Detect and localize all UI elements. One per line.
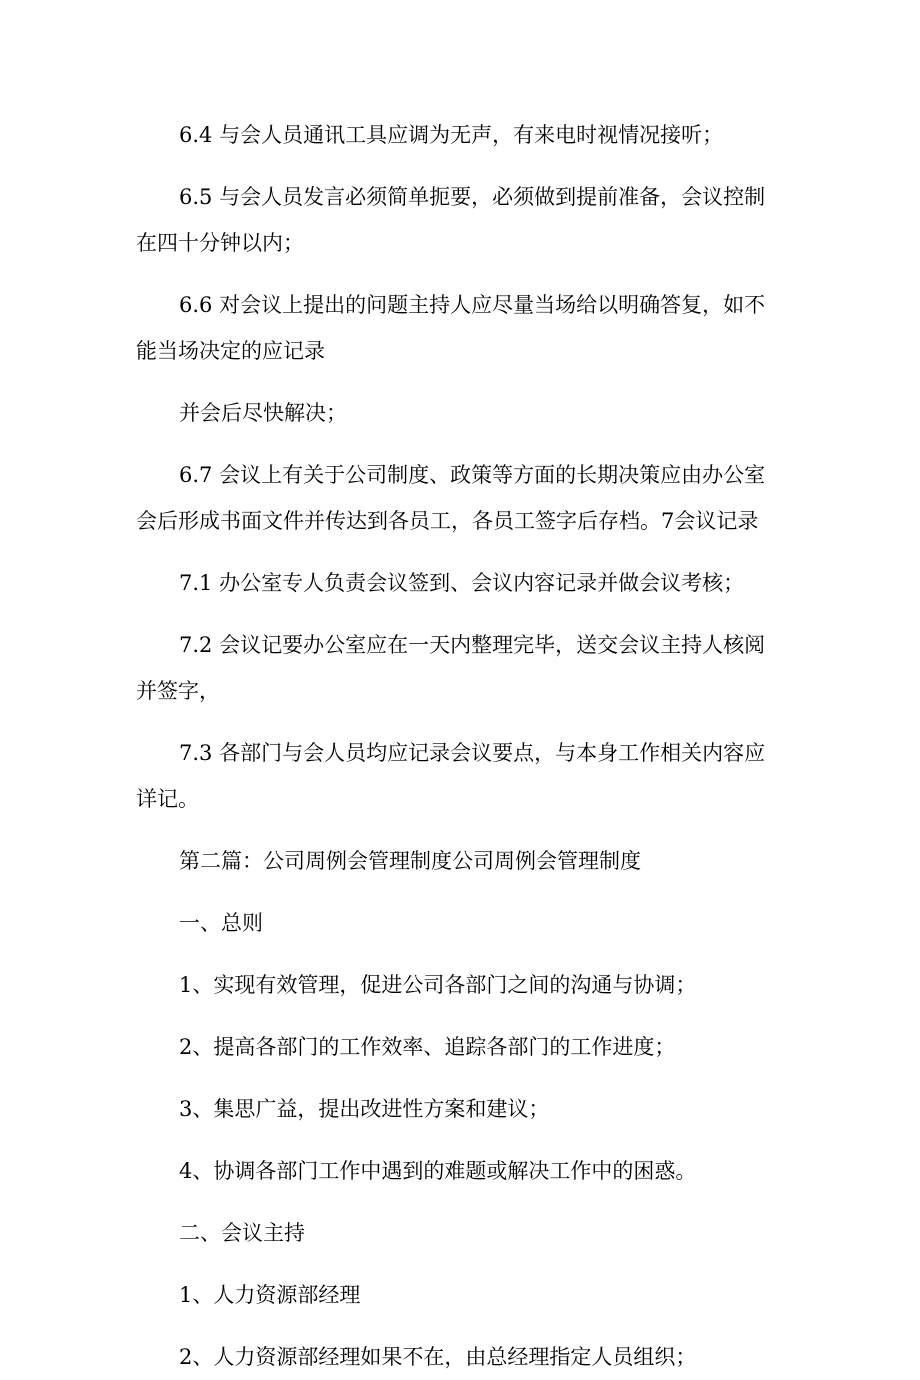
text-line: 会后形成书面文件并传达到各员工，各员工签字后存档。7会议记录: [136, 509, 759, 533]
paragraph-7-1: [136, 560, 786, 606]
section-title-part-two: [136, 838, 786, 884]
text-line: 并会后尽快解决；: [179, 401, 347, 425]
text-line: 2、提高各部门的工作效率、追踪各部门的工作进度；: [179, 1035, 676, 1059]
text-line: 一、总则: [179, 911, 263, 935]
heading-meeting-host: [136, 1210, 786, 1256]
text-line: 详记。: [136, 787, 199, 811]
text-line: 能当场决定的应记录: [136, 339, 325, 363]
text-line: 并签字，: [136, 679, 220, 703]
text-line: 1、实现有效管理，促进公司各部门之间的沟通与协调；: [179, 973, 697, 997]
document-body: [136, 112, 786, 1380]
paragraph-6-5: [136, 174, 786, 266]
paragraph-6-6: [136, 282, 786, 374]
text-line: 1、人力资源部经理: [179, 1283, 361, 1307]
paragraph-7-2: [136, 622, 786, 714]
list-item-4: [136, 1148, 786, 1194]
list-item-3: [136, 1086, 786, 1132]
paragraph-6-4: [136, 112, 786, 158]
text-line: 二、会议主持: [179, 1221, 305, 1245]
text-line: 4、协调各部门工作中遇到的难题或解决工作中的困惑。: [179, 1159, 697, 1183]
text-line: 6.7 会议上有关于公司制度、政策等方面的长期决策应由办公室: [179, 463, 766, 487]
text-line: 3、集思广益，提出改进性方案和建议；: [179, 1097, 550, 1121]
text-line: 第二篇：公司周例会管理制度公司周例会管理制度: [179, 849, 641, 873]
text-line: 6.4 与会人员通讯工具应调为无声，有来电时视情况接听；: [179, 123, 724, 147]
text-line: 7.1 办公室专人负责会议签到、会议内容记录并做会议考核；: [179, 571, 745, 595]
paragraph-7-3: [136, 730, 786, 822]
paragraph-6-7: [136, 452, 786, 544]
list-item-host-2: [136, 1334, 786, 1380]
text-line: 6.5 与会人员发言必须简单扼要，必须做到提前准备，会议控制: [179, 185, 766, 209]
text-line: 7.2 会议记要办公室应在一天内整理完毕，送交会议主持人核阅: [179, 633, 766, 657]
text-line: 6.6 对会议上提出的问题主持人应尽量当场给以明确答复，如不: [179, 293, 766, 317]
list-item-1: [136, 962, 786, 1008]
paragraph-continuation: [136, 390, 786, 436]
text-line: 在四十分钟以内；: [136, 231, 304, 255]
text-line: 2、人力资源部经理如果不在，由总经理指定人员组织；: [179, 1345, 697, 1369]
list-item-2: [136, 1024, 786, 1070]
heading-general-principles: [136, 900, 786, 946]
text-line: 7.3 各部门与会人员均应记录会议要点，与本身工作相关内容应: [179, 741, 766, 765]
list-item-host-1: [136, 1272, 786, 1318]
